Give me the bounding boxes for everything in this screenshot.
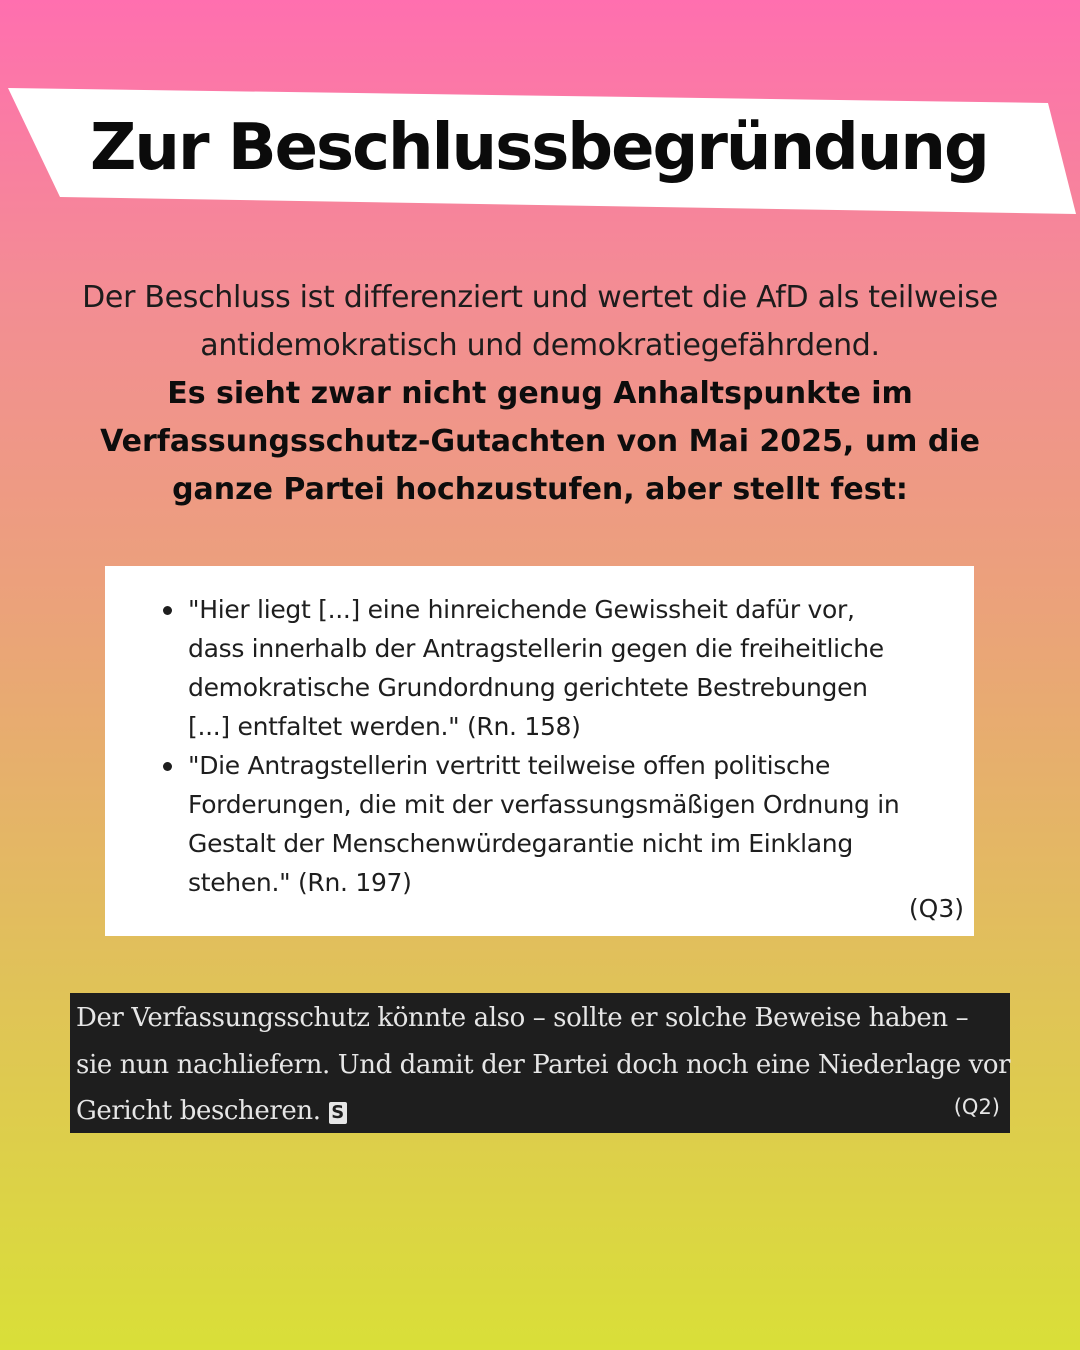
source-label-q3: (Q3) bbox=[908, 894, 964, 923]
source-label-q2: (Q2) bbox=[953, 1095, 1000, 1119]
intro-bold-text: Es sieht zwar nicht genug Anhaltspunkte im Verfassungsschutz-Gutachten von Mai 2025, um die ganze Partei hochzustufen, aber stellt fest: bbox=[100, 376, 980, 507]
press-quote bbox=[76, 995, 1011, 1135]
page-title: Zur Beschlussbegründung bbox=[90, 111, 988, 185]
press-quote-box bbox=[70, 993, 1010, 1133]
intro-text: Der Beschluss ist differenziert und wertet die AfD als teilweise antidemokratisch und demokratiegefährdend. bbox=[82, 280, 998, 363]
quote-list bbox=[163, 590, 903, 902]
intro-paragraph bbox=[60, 274, 1020, 514]
list-item: "Die Antragstellerin vertritt teilweise offen politische Forderungen, die mit der verfassungsmäßigen Ordnung in Gestalt der Menschenwürdegarantie nicht im Einklang stehen." (Rn. 197) bbox=[163, 746, 903, 902]
press-quote-text: Der Verfassungsschutz könnte also – sollte er solche Beweise haben – sie nun nachliefern. Und damit der Partei doch noch eine Niederlage vor Gericht bescheren. bbox=[76, 1003, 1011, 1126]
quote-box bbox=[105, 566, 974, 936]
list-item: "Hier liegt [...] eine hinreichende Gewissheit dafür vor, dass innerhalb der Antragstellerin gegen die freiheitliche demokratische Grundordnung gerichtete Bestrebungen [...] entfaltet werden." (Rn. 158) bbox=[163, 590, 903, 746]
title-banner bbox=[0, 0, 1080, 230]
publisher-logo-icon: S bbox=[329, 1102, 347, 1124]
